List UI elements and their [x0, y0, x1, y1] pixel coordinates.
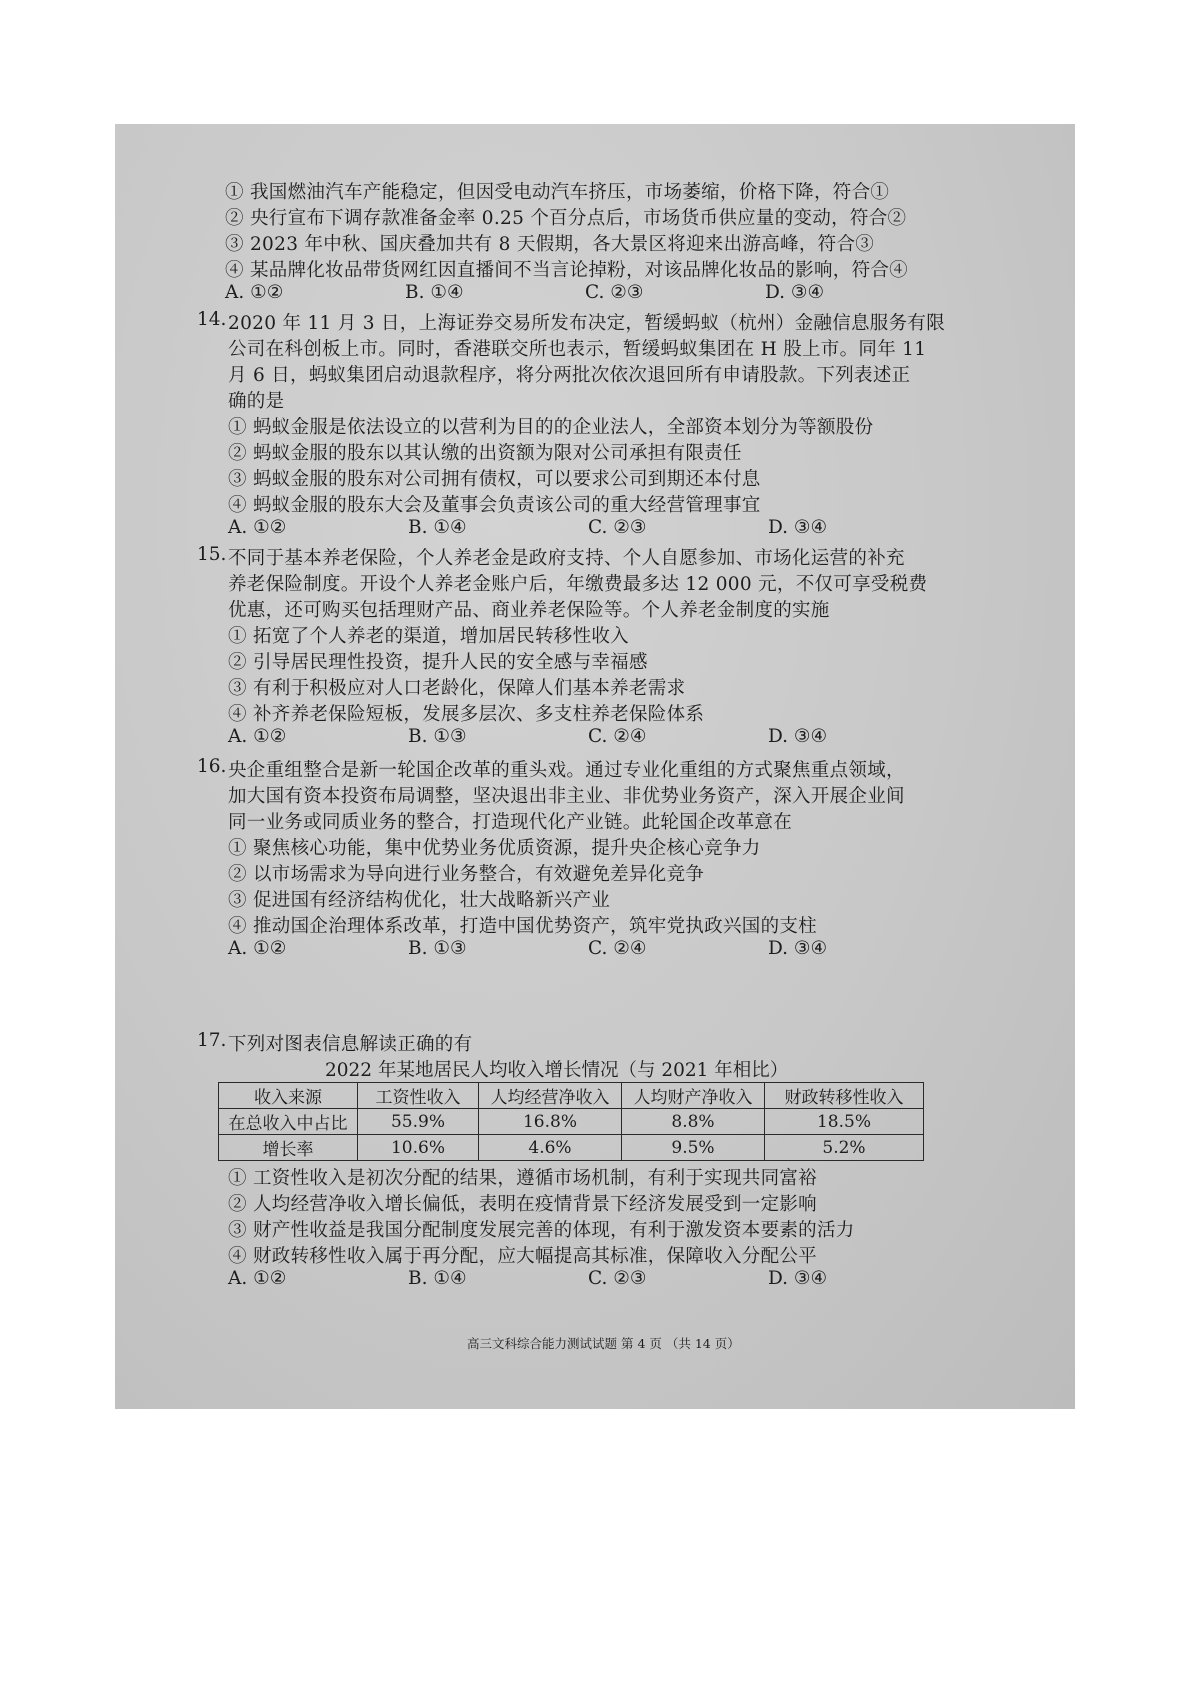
q16-stem-line-1: 央企重组整合是新一轮国企改革的重头戏。通过专业化重组的方式聚焦重点领域， — [228, 760, 905, 781]
q15-option-a: A. ①② — [228, 726, 287, 747]
table-cell: 增长率 — [219, 1135, 358, 1161]
q17-option-a: A. ①② — [228, 1268, 287, 1289]
q16-option-b: B. ①③ — [408, 938, 467, 959]
page-footer: 高三文科综合能力测试试题 第 4 页 （共 14 页） — [467, 1336, 740, 1351]
q14-statement-1: ① 蚂蚁金服是依法设立的以营利为目的的企业法人，全部资本划分为等额股份 — [228, 417, 874, 438]
q17-statement-1: ① 工资性收入是初次分配的结果，遵循市场机制，有利于实现共同富裕 — [228, 1168, 817, 1189]
table-header-cell: 人均经营净收入 — [479, 1083, 622, 1109]
q17-statement-2: ② 人均经营净收入增长偏低，表明在疫情背景下经济发展受到一定影响 — [228, 1194, 817, 1215]
q14-stem-line-2: 公司在科创板上市。同时，香港联交所也表示，暂缓蚂蚁集团在 H 股上市。同年 11 — [228, 339, 927, 360]
q14-statement-3: ③ 蚂蚁金服的股东对公司拥有债权，可以要求公司到期还本付息 — [228, 469, 761, 490]
q15-number: 15. — [197, 544, 227, 565]
q15-statement-3: ③ 有利于积极应对人口老龄化，保障人们基本养老需求 — [228, 678, 686, 699]
q16-stem-line-2: 加大国有资本投资布局调整，坚决退出非主业、非优势业务资产，深入开展企业间 — [228, 786, 905, 807]
q15-statement-2: ② 引导居民理性投资，提升人民的安全感与幸福感 — [228, 652, 648, 673]
table-row — [219, 1135, 924, 1161]
table-cell: 在总收入中占比 — [219, 1109, 358, 1135]
q14-option-b: B. ①④ — [408, 517, 467, 538]
q15-statement-1: ① 拓宽了个人养老的渠道，增加居民转移性收入 — [228, 626, 629, 647]
q16-statement-2: ② 以市场需求为导向进行业务整合，有效避免差异化竞争 — [228, 864, 705, 885]
table-cell: 4.6% — [479, 1135, 622, 1161]
q13-statement-2: ② 央行宣布下调存款准备金率 0.25 个百分点后，市场货币供应量的变动，符合② — [225, 208, 907, 229]
q17-option-d: D. ③④ — [768, 1268, 828, 1289]
q16-stem-line-3: 同一业务或同质业务的整合，打造现代化产业链。此轮国企改革意在 — [228, 812, 793, 833]
q15-option-d: D. ③④ — [768, 726, 828, 747]
q16-number: 16. — [197, 756, 227, 777]
q13-option-a: A. ①② — [225, 282, 284, 303]
q16-option-d: D. ③④ — [768, 938, 828, 959]
q15-stem-line-3: 优惠，还可购买包括理财产品、商业养老保险等。个人养老金制度的实施 — [228, 600, 830, 621]
q16-statement-4: ④ 推动国企治理体系改革，打造中国优势资产，筑牢党执政兴国的支柱 — [228, 916, 817, 937]
table-cell: 55.9% — [358, 1109, 479, 1135]
q17-statement-4: ④ 财政转移性收入属于再分配，应大幅提高其标准，保障收入分配公平 — [228, 1246, 817, 1267]
q14-option-d: D. ③④ — [768, 517, 828, 538]
q13-statement-3: ③ 2023 年中秋、国庆叠加共有 8 天假期，各大景区将迎来出游高峰，符合③ — [225, 234, 875, 255]
table-cell: 18.5% — [765, 1109, 924, 1135]
q16-option-a: A. ①② — [228, 938, 287, 959]
q17-statement-3: ③ 财产性收益是我国分配制度发展完善的体现，有利于激发资本要素的活力 — [228, 1220, 855, 1241]
table-cell: 16.8% — [479, 1109, 622, 1135]
q14-statement-2: ② 蚂蚁金服的股东以其认缴的出资额为限对公司承担有限责任 — [228, 443, 742, 464]
q13-statement-1: ① 我国燃油汽车产能稳定，但因受电动汽车挤压，市场萎缩，价格下降，符合① — [225, 182, 890, 203]
q17-stem: 下列对图表信息解读正确的有 — [228, 1034, 473, 1055]
table-header-cell: 人均财产净收入 — [622, 1083, 765, 1109]
q13-option-c: C. ②③ — [585, 282, 644, 303]
q15-option-b: B. ①③ — [408, 726, 467, 747]
q17-number: 17. — [197, 1030, 227, 1051]
q15-stem-line-2: 养老保险制度。开设个人养老金账户后，年缴费最多达 12 000 元，不仅可享受税费 — [228, 574, 928, 595]
q14-statement-4: ④ 蚂蚁金服的股东大会及董事会负责该公司的重大经营管理事宜 — [228, 495, 761, 516]
income-table — [218, 1082, 924, 1161]
q17-option-c: C. ②③ — [588, 1268, 647, 1289]
q14-stem-line-1: 2020 年 11 月 3 日，上海证券交易所发布决定，暂缓蚂蚁（杭州）金融信息服务有限 — [228, 313, 945, 334]
q17-table-title: 2022 年某地居民人均收入增长情况（与 2021 年相比） — [325, 1060, 789, 1081]
q15-option-c: C. ②④ — [588, 726, 647, 747]
q13-option-b: B. ①④ — [405, 282, 464, 303]
table-header-cell: 收入来源 — [219, 1083, 358, 1109]
table-cell: 10.6% — [358, 1135, 479, 1161]
q14-option-a: A. ①② — [228, 517, 287, 538]
q16-statement-1: ① 聚焦核心功能，集中优势业务优质资源，提升央企核心竞争力 — [228, 838, 761, 859]
table-header-cell: 工资性收入 — [358, 1083, 479, 1109]
exam-page — [115, 124, 1075, 1409]
q14-number: 14. — [197, 309, 227, 330]
q13-statement-4: ④ 某品牌化妆品带货网红因直播间不当言论掉粉，对该品牌化妆品的影响，符合④ — [225, 260, 908, 281]
q16-option-c: C. ②④ — [588, 938, 647, 959]
table-cell: 9.5% — [622, 1135, 765, 1161]
q17-option-b: B. ①④ — [408, 1268, 467, 1289]
table-header-cell: 财政转移性收入 — [765, 1083, 924, 1109]
table-cell: 8.8% — [622, 1109, 765, 1135]
q14-stem-line-4: 确的是 — [228, 391, 285, 412]
table-header-row — [219, 1083, 924, 1109]
q13-option-d: D. ③④ — [765, 282, 825, 303]
table-cell: 5.2% — [765, 1135, 924, 1161]
q14-option-c: C. ②③ — [588, 517, 647, 538]
q16-statement-3: ③ 促进国有经济结构优化，壮大战略新兴产业 — [228, 890, 611, 911]
table-row — [219, 1109, 924, 1135]
q14-stem-line-3: 月 6 日，蚂蚁集团启动退款程序，将分两批次依次退回所有申请股款。下列表述正 — [228, 365, 911, 386]
q15-statement-4: ④ 补齐养老保险短板，发展多层次、多支柱养老保险体系 — [228, 704, 705, 725]
q15-stem-line-1: 不同于基本养老保险，个人养老金是政府支持、个人自愿参加、市场化运营的补充 — [228, 548, 905, 569]
